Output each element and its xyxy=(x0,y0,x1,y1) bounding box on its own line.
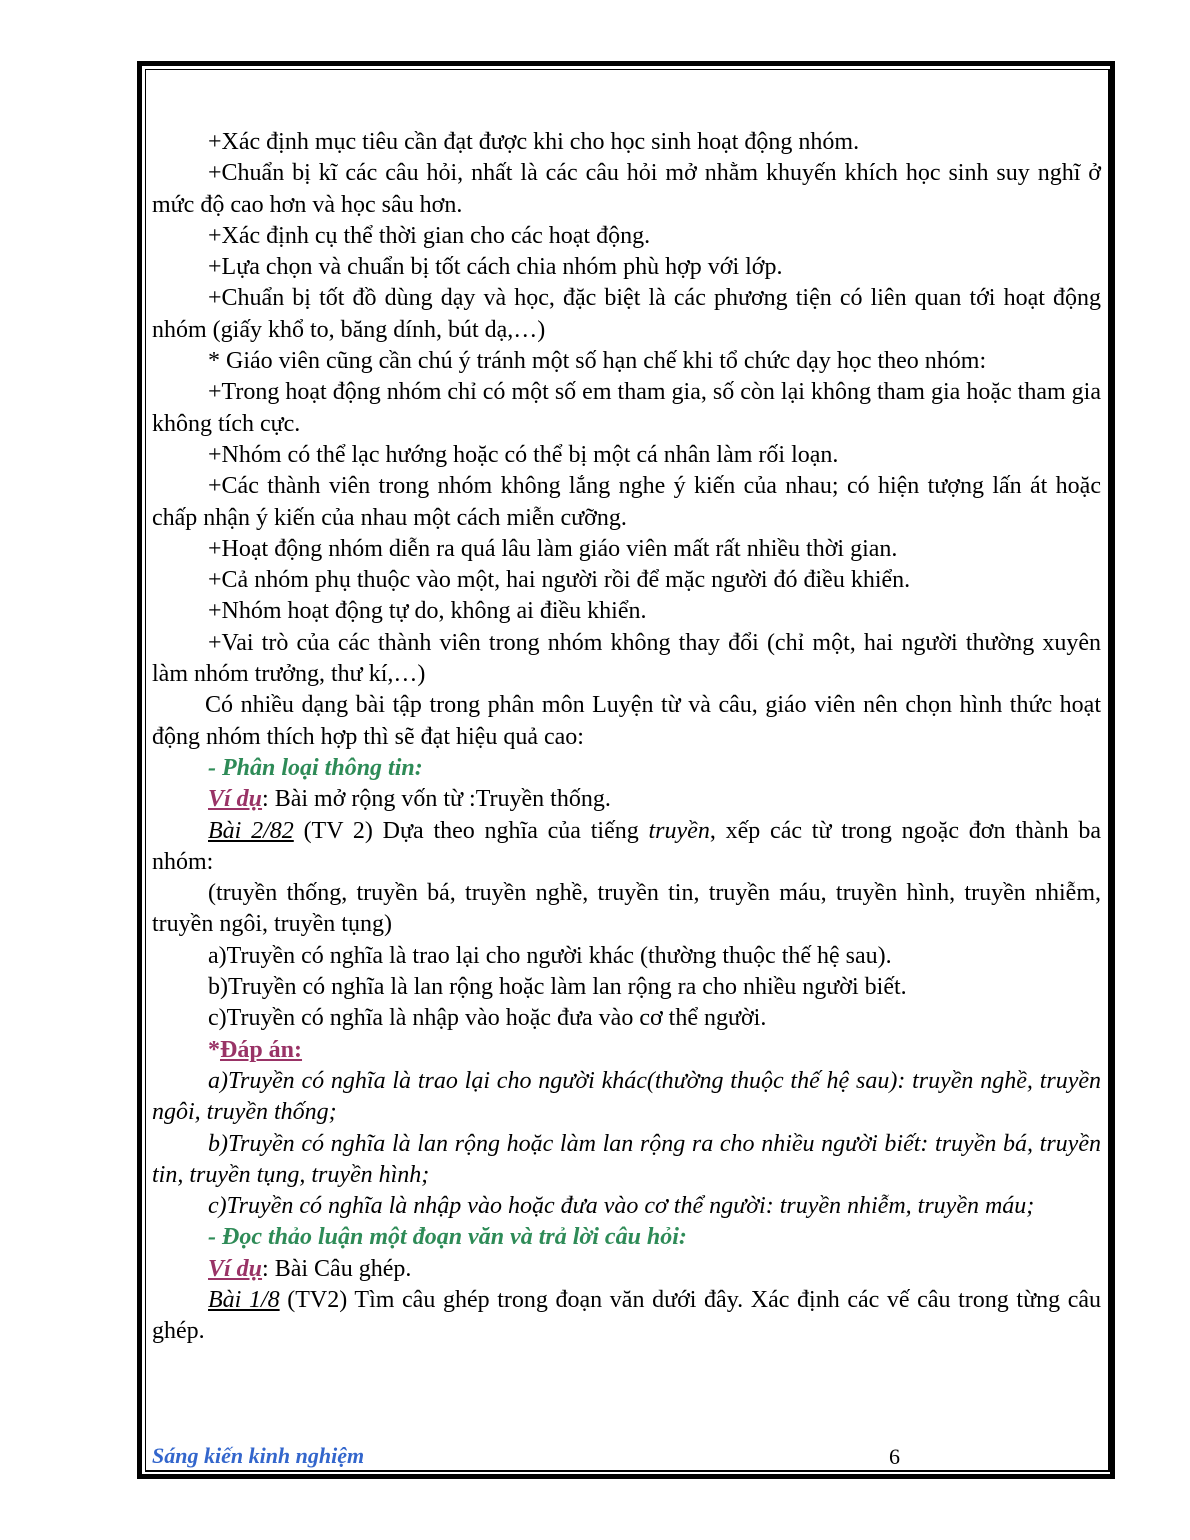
paragraph: +Các thành viên trong nhóm không lắng nghe ý kiến của nhau; có hiện tượng lấn át hoặc chấp nhận ý kiến của nhau một cách miễn cưỡng. xyxy=(152,473,1101,531)
paragraph: +Lựa chọn và chuẩn bị tốt cách chia nhóm phù hợp với lớp. xyxy=(208,254,783,281)
page-number: 6 xyxy=(889,1444,900,1469)
paragraph: +Trong hoạt động nhóm chỉ có một số em tham gia, số còn lại không tham gia hoặc tham gia không tích cực. xyxy=(152,379,1101,437)
answer-heading xyxy=(152,1035,1101,1066)
answer-a: a)Truyền có nghĩa là trao lại cho người khác(thường thuộc thế hệ sau): truyền nghề, truyền ngôi, truyền thống; xyxy=(152,1067,1101,1126)
paragraph: +Nhóm có thể lạc hướng hoặc có thể bị một cá nhân làm rối loạn. xyxy=(208,441,839,468)
example-text: : Bài Câu ghép. xyxy=(262,1255,412,1282)
section-heading xyxy=(152,753,1101,784)
paragraph: +Vai trò của các thành viên trong nhóm không thay đổi (chỉ một, hai người thường xuyên làm nhóm trưởng, thư kí,…) xyxy=(152,629,1101,688)
paragraph: Có nhiều dạng bài tập trong phân môn Luyện từ và câu, giáo viên nên chọn hình thức hoạt động nhóm thích hợp thì sẽ đạt hiệu quả cao: xyxy=(152,692,1101,750)
exercise-line xyxy=(152,816,1101,879)
paragraph: +Xác định mục tiêu cần đạt được khi cho học sinh hoạt động nhóm. xyxy=(208,129,860,155)
paragraph: +Chuẩn bị kĩ các câu hỏi, nhất là các câu hỏi mở nhằm khuyến khích học sinh suy nghĩ ở mức độ cao hơn và học sâu hơn. xyxy=(152,160,1101,218)
document-body xyxy=(152,127,1101,1348)
answer-c: c)Truyền có nghĩa là nhập vào hoặc đưa vào cơ thể người: truyền nhiễm, truyền máu; xyxy=(208,1193,1035,1220)
section-heading-text: - Phân loại thông tin: xyxy=(208,754,423,781)
example-line xyxy=(152,784,1101,815)
paragraph: +Xác định cụ thể thời gian cho các hoạt động. xyxy=(208,222,651,249)
answer-label: Đáp án: xyxy=(220,1036,303,1063)
item-c: c)Truyền có nghĩa là nhập vào hoặc đưa vào cơ thể người. xyxy=(208,1005,767,1032)
answer-star: * xyxy=(208,1036,220,1063)
section-heading-text: - Đọc thảo luận một đoạn văn và trả lời câu hỏi: xyxy=(208,1224,687,1251)
paragraph: +Hoạt động nhóm diễn ra quá lâu làm giáo viên mất rất nhiều thời gian. xyxy=(208,535,898,562)
exercise-text: , xếp các từ trong ngoặc đơn thành ba nhóm: xyxy=(152,817,1101,875)
paragraph: +Chuẩn bị tốt đồ dùng dạy và học, đặc biệt là các phương tiện có liên quan tới hoạt động nhóm (giấy khổ to, băng dính, bút dạ,…) xyxy=(152,285,1101,343)
exercise-text: (TV 2) Dựa theo nghĩa của tiếng xyxy=(293,817,649,844)
section-heading xyxy=(152,1222,1101,1253)
word-list: (truyền thống, truyền bá, truyền nghề, truyền tin, truyền máu, truyền hình, truyền nhiễm, truyền ngôi, truyền tụng) xyxy=(152,880,1101,938)
example-label: Ví dụ xyxy=(208,1255,263,1282)
item-b: b)Truyền có nghĩa là lan rộng hoặc làm lan rộng ra cho nhiều người biết. xyxy=(208,974,907,1001)
example-line xyxy=(152,1254,1101,1285)
example-label: Ví dụ xyxy=(208,786,263,813)
footer-title: Sáng kiến kinh nghiệm xyxy=(152,1443,365,1468)
exercise-text: (TV2) Tìm câu ghép trong đoạn văn dưới đây. Xác định các vế câu trong từng câu ghép. xyxy=(152,1286,1102,1345)
exercise-ref: Bài 2/82 xyxy=(208,817,294,844)
paragraph: +Cả nhóm phụ thuộc vào một, hai người rồi để mặc người đó điều khiển. xyxy=(208,567,911,594)
answer-b: b)Truyền có nghĩa là lan rộng hoặc làm lan rộng ra cho nhiều người biết: truyền bá, truyền tin, truyền tụng, truyền hình; xyxy=(152,1130,1101,1188)
paragraph: * Giáo viên cũng cần chú ý tránh một số hạn chế khi tổ chức dạy học theo nhóm: xyxy=(208,348,987,375)
exercise-line xyxy=(152,1285,1101,1348)
paragraph: +Nhóm hoạt động tự do, không ai điều khiển. xyxy=(208,598,647,625)
item-a: a)Truyền có nghĩa là trao lại cho người khác (thường thuộc thế hệ sau). xyxy=(208,942,892,969)
exercise-ref: Bài 1/8 xyxy=(208,1286,280,1313)
exercise-word: truyền xyxy=(648,817,710,844)
example-text: : Bài mở rộng vốn từ :Truyền thống. xyxy=(262,786,611,813)
